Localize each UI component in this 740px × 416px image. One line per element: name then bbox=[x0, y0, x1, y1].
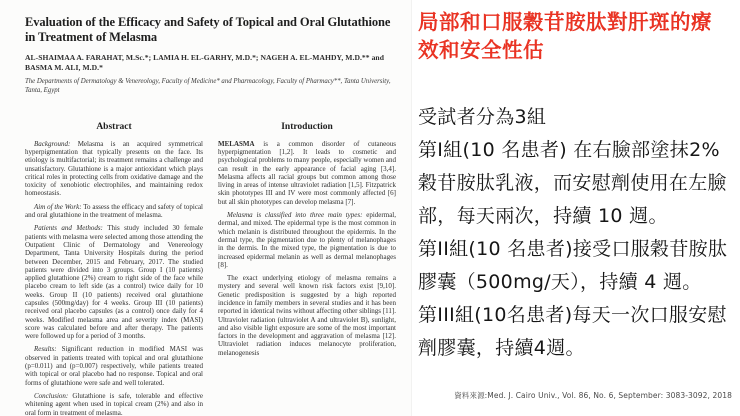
abstract-lead-conclusion: Conclusion: bbox=[34, 391, 69, 400]
slide-title: 局部和口服穀苷胺肽對肝斑的療效和安全性估 bbox=[418, 10, 712, 62]
introduction-heading: Introduction bbox=[281, 121, 333, 132]
abstract-text-results: Significant reduction in modified MASI was observed in patients treated with topical and oral glutathione (p=0.011) and (p=0.007) respectively, while patients treated with topical or oral placebo had no response. Topical and oral forms of glutathione were safe and well tolerated. bbox=[25, 345, 203, 387]
introduction-column bbox=[218, 122, 396, 416]
abstract-text-aim: To assess the efficacy and safety of topical and oral glutathione in the treatment of melasma. bbox=[25, 202, 203, 220]
abstract-lead-methods: Patients and Methods: bbox=[34, 224, 103, 233]
abstract-paragraph-methods bbox=[25, 224, 203, 340]
introduction-text-1: is a common disorder of cutaneous hyperpigmentation [1,2]. It leads to cosmetic and psychological problems to many people, especially women and can result in the early appearance of facial aging [3,4]. Melasma affects all racial groups but common among those living in areas of intense ultraviolet radiation [1,5]. Fitzpatrick skin phototypes III and IV were most commonly affected [6] but all skin phototypes can develop melasma [7]. bbox=[218, 139, 396, 206]
slide-body-line-group3: 第III組(10名患者)每天一次口服安慰劑膠囊，持續4週。 bbox=[418, 303, 727, 359]
introduction-text-2: epidermal, dermal, and mixed. The epidermal type is the most common in which melanin is distributed throughout the epidermis. In the dermal type, the pigmentation due to plenty of melanophages in the dermis. In the mixed type, the pigmentation is due to increased epidermal melanin as well as dermal melanophages [8]. bbox=[218, 211, 396, 269]
abstract-lead-background: Background: bbox=[34, 139, 71, 148]
abstract-paragraph-conclusion bbox=[25, 392, 203, 416]
abstract-column bbox=[25, 122, 203, 416]
abstract-text-conclusion: Glutathione is safe, tolerable and effective whitening agent when used in topical cream (2%) and also in oral form in treatment of melasma. bbox=[25, 391, 203, 416]
introduction-paragraph-2 bbox=[218, 211, 396, 269]
paper-authors: AL-SHAIMAA A. FARAHAT, M.Sc.*; LAMIA H. EL-GARHY, M.D.*; NAGEH A. EL-MAHDY, M.D.** and BASMA M. ALI, M.D.* bbox=[25, 52, 384, 72]
source-citation: 資料來源:Med. J. Cairo Univ., Vol. 86, No. 6, September: 3083-3092, 2018 bbox=[454, 391, 732, 400]
abstract-paragraph-results bbox=[25, 345, 203, 386]
slide-body-line-groups: 受試者分為3組 bbox=[418, 105, 547, 128]
slide-body-line-group2: 第II組(10 名患者)接受口服穀苷胺肽膠囊（500mg/天），持續 4 週。 bbox=[418, 237, 728, 293]
introduction-text-3: The exact underlying etiology of melasma remains a mystery and several well known risk factors exist [9,10]. Genetic predisposition is suggested by a high reported incidence in family members in several studies and it has been reported in identical twins without affecting other siblings [11]. Ultraviolet radiation (ultraviolet A and ultraviolet B), sunlight, and also visible light exposure are some of the most important factors in the development and aggravation of melasma [12]. Ultraviolet radiation induces melanocyte proliferation, melanogenesis bbox=[218, 274, 396, 357]
abstract-heading: Abstract bbox=[96, 121, 132, 132]
paper-affiliation: The Departments of Dermatology & Venereology, Faculty of Medicine* and Pharmacology, Faculty of Pharmacy**, Tanta University, Tanta, Egypt bbox=[25, 78, 391, 94]
abstract-text-methods: This study included 30 female patients with melasma were selected among those attending the Outpatient Clinic of Dermatology and Venereology Department, Tanta University Hospitals during the period between December, 2015 and February, 2017. The studied patients were divided into 3 groups. Group I (10 patients) applied glutathione (2%) cream to right side of the face while placebo cream to left side (as a control) twice daily for 10 weeks. Group II (10 patients) received oral glutathione capsules (500mg/day) for 4 weeks. Group III (10 patients) received oral placebo capsules (as a control) once daily for 4 weeks. Modified melasma area and severity index (MASI) score was calculated before and after therapy. The patients were followed up for a period of 3 months. bbox=[25, 224, 203, 341]
slide-body bbox=[418, 101, 730, 365]
paper-columns bbox=[25, 122, 399, 416]
slide-body-line-group1: 第I組(10 名患者) 在右臉部塗抹2%穀苷胺肽乳液，而安慰劑使用在左臉部，每天兩次，持續 10 週。 bbox=[418, 138, 727, 227]
introduction-lead-1: MELASMA bbox=[218, 139, 255, 148]
slide-pane bbox=[412, 0, 740, 416]
abstract-paragraph-aim bbox=[25, 203, 203, 220]
introduction-paragraph-1 bbox=[218, 140, 396, 206]
abstract-paragraph-background bbox=[25, 140, 203, 198]
paper-title: Evaluation of the Efficacy and Safety of Topical and Oral Glutathione in Treatment of Melasma bbox=[25, 15, 391, 44]
abstract-text-background: Melasma is an acquired symmetrical hyperpigmentation that typically presents on the face. Its etiology is multifactorial; its treatment remains a challenge and unsatisfactory. Glutathione is a major antioxidant which plays critical roles in protecting cells from oxidative damage and the toxicity of xenobiotic electrophiles, and maintaining redox homeostasis. bbox=[25, 139, 203, 198]
introduction-paragraph-3 bbox=[218, 274, 396, 357]
abstract-lead-results: Results: bbox=[34, 345, 57, 354]
abstract-lead-aim: Aim of the Work: bbox=[34, 202, 82, 211]
introduction-lead-2: Melasma is classified into three main types: bbox=[227, 211, 363, 220]
